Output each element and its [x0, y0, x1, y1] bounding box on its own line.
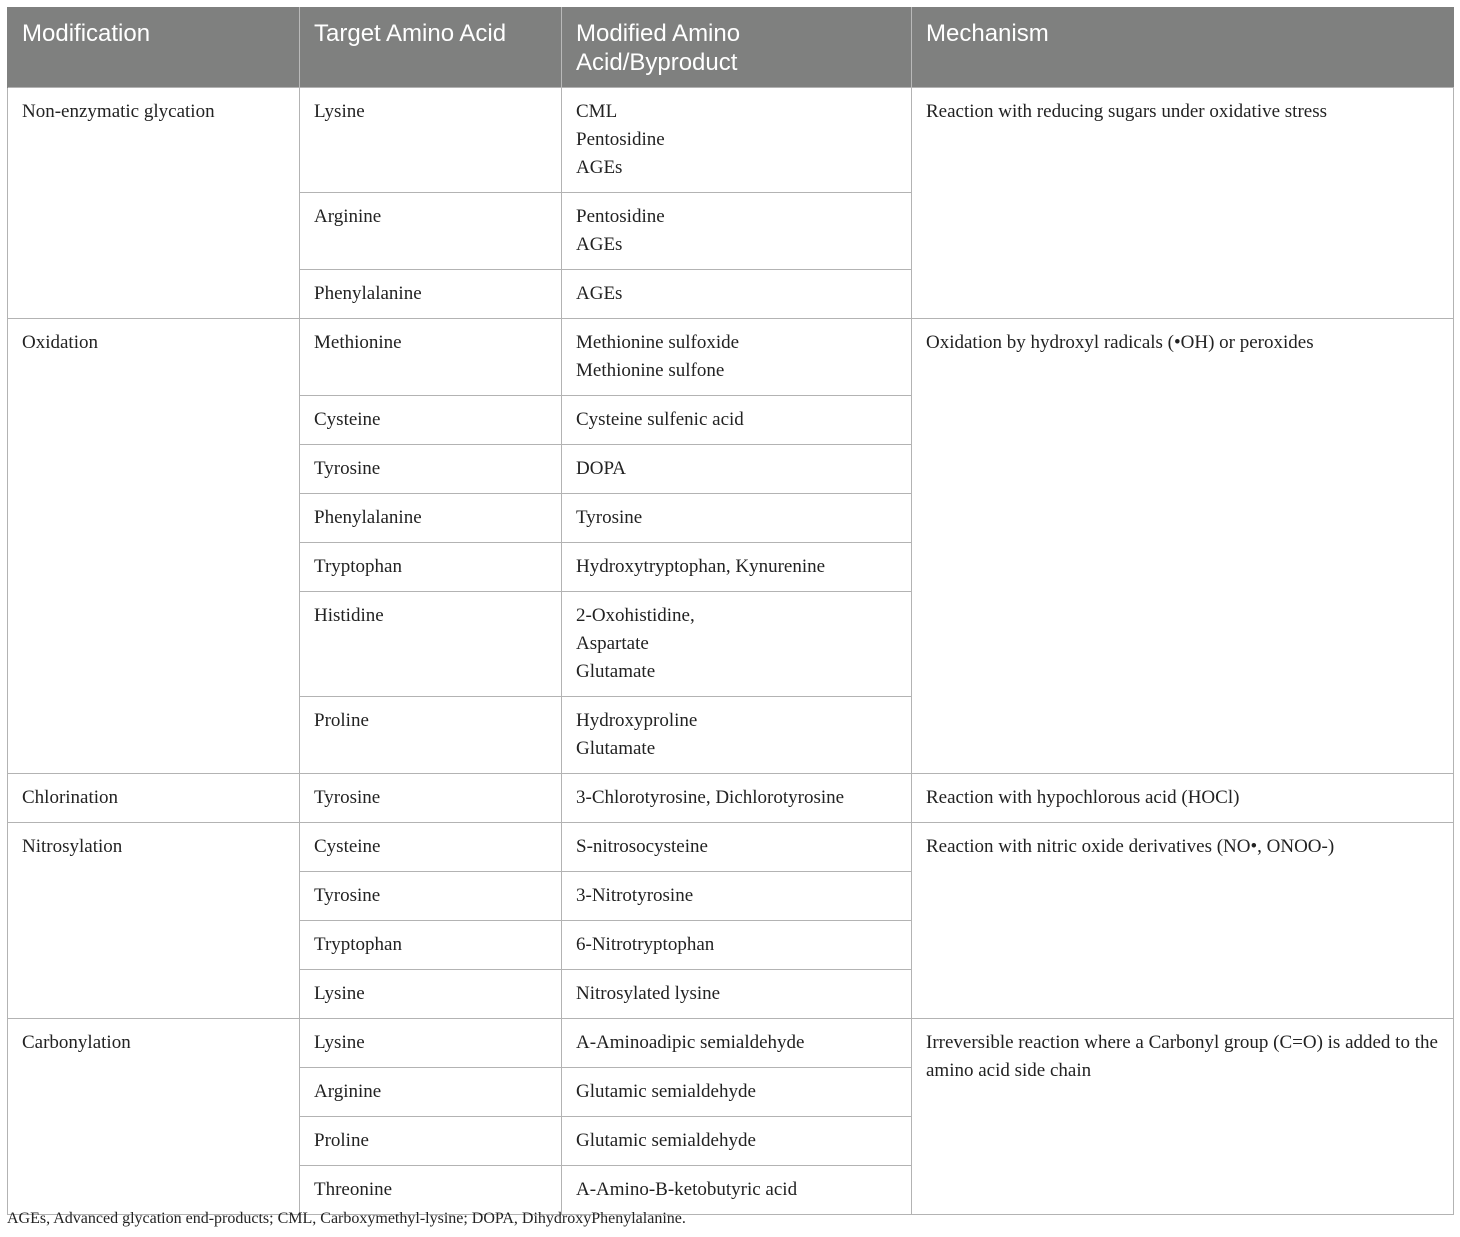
product-line: Aspartate	[576, 632, 649, 654]
product-line: Methionine sulfoxide	[576, 331, 740, 353]
table-row	[8, 87, 1454, 192]
target-amino-acid-cell: Threonine	[300, 1165, 562, 1214]
product-line: Glutamate	[576, 660, 656, 682]
product-line: 3-Nitrotyrosine	[576, 884, 694, 906]
product-line: AGEs	[576, 156, 623, 178]
modified-product-cell	[562, 1165, 912, 1214]
mechanism-cell: Reaction with reducing sugars under oxidative stress	[912, 87, 1454, 318]
modified-product-cell	[562, 696, 912, 773]
product-line: A-Amino-B-ketobutyric acid	[576, 1178, 798, 1200]
modified-product-cell	[562, 871, 912, 920]
modified-product-cell	[562, 318, 912, 395]
modifications-table	[7, 7, 1454, 1215]
product-line: AGEs	[576, 282, 623, 304]
product-line: 2-Oxohistidine,	[576, 604, 695, 626]
modifications-table-container	[7, 7, 1453, 1215]
mechanism-cell: Reaction with hypochlorous acid (HOCl)	[912, 773, 1454, 822]
mechanism-cell: Oxidation by hydroxyl radicals (•OH) or peroxides	[912, 318, 1454, 773]
target-amino-acid-cell: Lysine	[300, 87, 562, 192]
modification-cell: Oxidation	[8, 318, 300, 773]
modified-product-cell	[562, 969, 912, 1018]
product-line: Pentosidine	[576, 128, 665, 150]
product-line: AGEs	[576, 233, 623, 255]
target-amino-acid-cell: Methionine	[300, 318, 562, 395]
header-target-amino-acid: Target Amino Acid	[300, 7, 562, 87]
modified-product-cell	[562, 920, 912, 969]
modified-product-cell	[562, 591, 912, 696]
target-amino-acid-cell: Tyrosine	[300, 444, 562, 493]
product-line: Glutamic semialdehyde	[576, 1129, 756, 1151]
modification-cell: Non-enzymatic glycation	[8, 87, 300, 318]
target-amino-acid-cell: Proline	[300, 1116, 562, 1165]
product-line: 6-Nitrotryptophan	[576, 933, 715, 955]
product-line: Hydroxytryptophan, Kynurenine	[576, 555, 826, 577]
modification-cell: Chlorination	[8, 773, 300, 822]
target-amino-acid-cell: Arginine	[300, 192, 562, 269]
product-line: Pentosidine	[576, 205, 665, 227]
modified-product-cell	[562, 822, 912, 871]
product-line: CML	[576, 100, 618, 122]
product-line: S-nitrosocysteine	[576, 835, 708, 857]
product-line: 3-Chlorotyrosine, Dichlorotyrosine	[576, 786, 845, 808]
modified-product-cell	[562, 444, 912, 493]
product-line: Nitrosylated lysine	[576, 982, 721, 1004]
product-line: DOPA	[576, 457, 626, 479]
modification-cell: Nitrosylation	[8, 822, 300, 1018]
table-row	[8, 822, 1454, 871]
target-amino-acid-cell: Phenylalanine	[300, 493, 562, 542]
target-amino-acid-cell: Histidine	[300, 591, 562, 696]
modified-product-cell	[562, 1116, 912, 1165]
product-line: Hydroxyproline	[576, 709, 698, 731]
modified-product-cell	[562, 542, 912, 591]
target-amino-acid-cell: Tyrosine	[300, 773, 562, 822]
product-line: Methionine sulfone	[576, 359, 725, 381]
modification-cell: Carbonylation	[8, 1018, 300, 1214]
target-amino-acid-cell: Tyrosine	[300, 871, 562, 920]
header-modification: Modification	[8, 7, 300, 87]
product-line: Tyrosine	[576, 506, 643, 528]
target-amino-acid-cell: Lysine	[300, 969, 562, 1018]
target-amino-acid-cell: Tryptophan	[300, 542, 562, 591]
modified-product-cell	[562, 493, 912, 542]
table-row	[8, 318, 1454, 395]
modified-product-cell	[562, 773, 912, 822]
product-line: Glutamate	[576, 737, 656, 759]
header-mechanism: Mechanism	[912, 7, 1454, 87]
mechanism-cell: Irreversible reaction where a Carbonyl group (C=O) is added to the amino acid side chain	[912, 1018, 1454, 1214]
product-line: A-Aminoadipic semialdehyde	[576, 1031, 805, 1053]
table-row	[8, 1018, 1454, 1067]
table-footnote: AGEs, Advanced glycation end-products; CML, Carboxymethyl-lysine; DOPA, DihydroxyPhenylalanine.	[7, 1210, 686, 1227]
product-line: Cysteine sulfenic acid	[576, 408, 744, 430]
table-body	[8, 87, 1454, 1214]
modified-product-cell	[562, 192, 912, 269]
table-row	[8, 773, 1454, 822]
header-modified-amino-acid: Modified Amino Acid/Byproduct	[562, 7, 912, 87]
table-header	[8, 7, 1454, 87]
modified-product-cell	[562, 87, 912, 192]
target-amino-acid-cell: Phenylalanine	[300, 269, 562, 318]
modified-product-cell	[562, 395, 912, 444]
target-amino-acid-cell: Arginine	[300, 1067, 562, 1116]
modified-product-cell	[562, 1018, 912, 1067]
target-amino-acid-cell: Tryptophan	[300, 920, 562, 969]
modified-product-cell	[562, 269, 912, 318]
target-amino-acid-cell: Lysine	[300, 1018, 562, 1067]
target-amino-acid-cell: Proline	[300, 696, 562, 773]
header-row	[8, 7, 1454, 87]
target-amino-acid-cell: Cysteine	[300, 395, 562, 444]
target-amino-acid-cell: Cysteine	[300, 822, 562, 871]
product-line: Glutamic semialdehyde	[576, 1080, 756, 1102]
modified-product-cell	[562, 1067, 912, 1116]
mechanism-cell: Reaction with nitric oxide derivatives (NO•, ONOO-)	[912, 822, 1454, 1018]
